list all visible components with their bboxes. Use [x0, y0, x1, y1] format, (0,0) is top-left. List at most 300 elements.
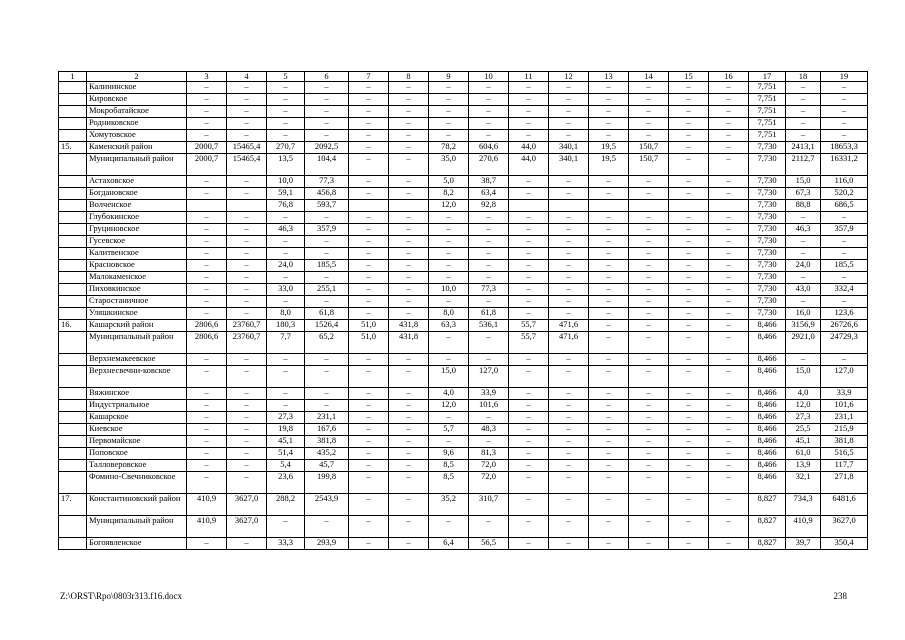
- table-cell: –: [821, 212, 868, 224]
- table-cell: –: [469, 516, 509, 538]
- table-cell: –: [629, 188, 669, 200]
- table-cell: 3627,0: [227, 494, 267, 516]
- table-cell: –: [389, 260, 429, 272]
- table-cell: 471,6: [549, 332, 589, 354]
- table-row: [59, 412, 868, 424]
- table-cell: –: [821, 248, 868, 260]
- table-row: [59, 224, 868, 236]
- table-cell: 78,2: [429, 142, 469, 154]
- table-cell: 8,466: [749, 460, 786, 472]
- table-cell: 77,3: [469, 284, 509, 296]
- table-cell: –: [786, 354, 821, 366]
- table-cell: –: [389, 354, 429, 366]
- table-cell: 271,8: [821, 472, 868, 494]
- table-cell: –: [349, 224, 389, 236]
- table-cell: –: [509, 400, 549, 412]
- table-cell: –: [349, 412, 389, 424]
- table-cell: 63,3: [429, 320, 469, 332]
- table-cell: –: [629, 308, 669, 320]
- table-cell: –: [267, 106, 305, 118]
- table-cell: –: [429, 260, 469, 272]
- table-cell: –: [669, 388, 709, 400]
- table-cell: 101,6: [821, 400, 868, 412]
- table-cell: 7,730: [749, 154, 786, 176]
- table-row: [59, 260, 868, 272]
- table-cell: 8,5: [429, 460, 469, 472]
- table-row: [59, 188, 868, 200]
- table-cell: 104,4: [305, 154, 349, 176]
- table-cell: 61,8: [469, 308, 509, 320]
- table-cell: –: [629, 284, 669, 296]
- table-cell: –: [267, 94, 305, 106]
- table-cell: –: [469, 248, 509, 260]
- table-cell: 410,9: [187, 516, 227, 538]
- table-cell: 15,0: [786, 366, 821, 388]
- territory-name-cell: Муниципальный район: [87, 332, 187, 354]
- table-cell: –: [227, 388, 267, 400]
- table-cell: 8,466: [749, 448, 786, 460]
- table-cell: –: [589, 366, 629, 388]
- table-cell: –: [786, 296, 821, 308]
- territory-name-cell: Индустриальное: [87, 400, 187, 412]
- territory-name-cell: Калитвенское: [87, 248, 187, 260]
- table-cell: –: [187, 424, 227, 436]
- table-cell: –: [349, 176, 389, 188]
- table-cell: –: [429, 248, 469, 260]
- table-cell: 26726,6: [821, 320, 868, 332]
- table-cell: –: [389, 142, 429, 154]
- table-cell: 310,7: [469, 494, 509, 516]
- territory-name-cell: Красновское: [87, 260, 187, 272]
- territory-name-cell: Астаховское: [87, 176, 187, 188]
- table-row: [59, 94, 868, 106]
- table-cell: [669, 200, 709, 212]
- table-cell: –: [187, 212, 227, 224]
- table-row: [59, 308, 868, 320]
- column-header: 2: [87, 72, 187, 82]
- table-cell: 686,5: [821, 200, 868, 212]
- table-row: [59, 332, 868, 354]
- table-cell: –: [389, 424, 429, 436]
- table-cell: 215,9: [821, 424, 868, 436]
- table-cell: –: [469, 224, 509, 236]
- table-cell: –: [589, 412, 629, 424]
- territory-name-cell: Каменский район: [87, 142, 187, 154]
- table-cell: –: [709, 472, 749, 494]
- table-cell: –: [629, 224, 669, 236]
- table-row: [59, 272, 868, 284]
- table-cell: –: [509, 236, 549, 248]
- table-cell: –: [629, 82, 669, 94]
- row-number-cell: [59, 236, 87, 248]
- table-cell: 7,751: [749, 106, 786, 118]
- table-cell: 19,8: [267, 424, 305, 436]
- table-cell: –: [349, 494, 389, 516]
- table-cell: 81,3: [469, 448, 509, 460]
- table-cell: 3627,0: [227, 516, 267, 538]
- table-cell: –: [227, 82, 267, 94]
- table-cell: 8,5: [429, 472, 469, 494]
- table-cell: –: [786, 82, 821, 94]
- row-number-cell: [59, 424, 87, 436]
- table-cell: 7,7: [267, 332, 305, 354]
- territory-name-cell: Кашарский район: [87, 320, 187, 332]
- table-cell: –: [187, 130, 227, 142]
- table-cell: –: [349, 154, 389, 176]
- table-cell: 3627,0: [821, 516, 868, 538]
- table-cell: –: [629, 424, 669, 436]
- table-cell: –: [305, 354, 349, 366]
- table-cell: 231,1: [821, 412, 868, 424]
- table-cell: –: [469, 436, 509, 448]
- table-cell: 7,751: [749, 94, 786, 106]
- table-cell: –: [267, 366, 305, 388]
- table-cell: –: [669, 494, 709, 516]
- table-cell: –: [589, 448, 629, 460]
- table-cell: 167,6: [305, 424, 349, 436]
- table-cell: –: [709, 354, 749, 366]
- table-cell: –: [349, 460, 389, 472]
- table-cell: 59,1: [267, 188, 305, 200]
- table-cell: –: [267, 272, 305, 284]
- table-cell: 127,0: [821, 366, 868, 388]
- row-number-cell: [59, 332, 87, 354]
- table-cell: –: [629, 366, 669, 388]
- row-number-cell: [59, 224, 87, 236]
- table-cell: –: [509, 460, 549, 472]
- table-cell: –: [389, 472, 429, 494]
- territory-name-cell: Муниципальный район: [87, 516, 187, 538]
- table-cell: –: [549, 472, 589, 494]
- table-cell: –: [389, 154, 429, 176]
- table-cell: 33,0: [267, 284, 305, 296]
- table-cell: 340,1: [549, 154, 589, 176]
- territory-name-cell: Родниковское: [87, 118, 187, 130]
- territory-name-cell: Киевское: [87, 424, 187, 436]
- row-number-cell: [59, 400, 87, 412]
- column-header: 13: [589, 72, 629, 82]
- table-cell: –: [305, 82, 349, 94]
- table-cell: –: [589, 332, 629, 354]
- table-cell: –: [509, 284, 549, 296]
- table-cell: –: [669, 248, 709, 260]
- table-cell: –: [469, 130, 509, 142]
- footer-page-number: 238: [833, 591, 847, 601]
- table-cell: 8,466: [749, 400, 786, 412]
- table-cell: –: [589, 460, 629, 472]
- row-number-cell: [59, 436, 87, 448]
- table-cell: 7,730: [749, 224, 786, 236]
- table-cell: –: [709, 260, 749, 272]
- table-cell: –: [709, 176, 749, 188]
- table-cell: –: [509, 388, 549, 400]
- territory-name-cell: Фомино-Свечниковское: [87, 472, 187, 494]
- table-cell: –: [267, 212, 305, 224]
- table-cell: 24,0: [267, 260, 305, 272]
- table-row: [59, 494, 868, 516]
- table-cell: –: [227, 354, 267, 366]
- table-cell: –: [509, 424, 549, 436]
- table-cell: [389, 200, 429, 212]
- territory-name-cell: Талловеровское: [87, 460, 187, 472]
- table-cell: 15,0: [429, 366, 469, 388]
- table-cell: 357,9: [821, 224, 868, 236]
- table-cell: –: [709, 154, 749, 176]
- row-number-cell: [59, 538, 87, 550]
- table-cell: –: [786, 118, 821, 130]
- row-number-cell: [59, 176, 87, 188]
- row-number-cell: [59, 460, 87, 472]
- table-cell: –: [709, 236, 749, 248]
- table-cell: 23760,7: [227, 320, 267, 332]
- column-header: 15: [669, 72, 709, 82]
- table-cell: –: [629, 448, 669, 460]
- table-cell: –: [227, 118, 267, 130]
- table-cell: –: [187, 472, 227, 494]
- table-cell: –: [589, 472, 629, 494]
- column-header: 16: [709, 72, 749, 82]
- table-cell: 23,6: [267, 472, 305, 494]
- table-cell: –: [786, 212, 821, 224]
- territory-name-cell: Гусевское: [87, 236, 187, 248]
- table-cell: –: [549, 448, 589, 460]
- table-cell: 38,7: [469, 176, 509, 188]
- table-cell: –: [589, 296, 629, 308]
- table-cell: –: [709, 212, 749, 224]
- table-cell: 55,7: [509, 332, 549, 354]
- table-cell: 8,466: [749, 320, 786, 332]
- table-cell: 92,8: [469, 200, 509, 212]
- table-cell: –: [669, 448, 709, 460]
- table-cell: –: [549, 188, 589, 200]
- table-cell: 734,3: [786, 494, 821, 516]
- row-number-cell: [59, 106, 87, 118]
- table-cell: –: [549, 176, 589, 188]
- table-cell: 2000,7: [187, 142, 227, 154]
- table-cell: –: [669, 424, 709, 436]
- row-number-cell: [59, 388, 87, 400]
- table-cell: –: [267, 118, 305, 130]
- territory-name-cell: Кировское: [87, 94, 187, 106]
- table-cell: –: [227, 106, 267, 118]
- table-cell: –: [629, 260, 669, 272]
- table-cell: –: [509, 82, 549, 94]
- table-cell: –: [669, 472, 709, 494]
- table-cell: –: [305, 130, 349, 142]
- table-cell: –: [187, 436, 227, 448]
- row-number-cell: 15.: [59, 142, 87, 154]
- row-number-cell: 17.: [59, 494, 87, 516]
- table-cell: –: [589, 212, 629, 224]
- table-cell: 46,3: [786, 224, 821, 236]
- table-cell: –: [669, 224, 709, 236]
- table-cell: –: [187, 296, 227, 308]
- table-cell: –: [469, 212, 509, 224]
- table-cell: 5,4: [267, 460, 305, 472]
- table-cell: –: [187, 224, 227, 236]
- table-cell: 520,2: [821, 188, 868, 200]
- table-cell: –: [187, 106, 227, 118]
- table-cell: 7,730: [749, 260, 786, 272]
- table-cell: –: [549, 118, 589, 130]
- table-cell: –: [227, 412, 267, 424]
- table-cell: –: [187, 284, 227, 296]
- table-cell: [629, 200, 669, 212]
- table-cell: –: [429, 224, 469, 236]
- table-cell: –: [821, 354, 868, 366]
- table-cell: –: [589, 224, 629, 236]
- table-cell: –: [669, 400, 709, 412]
- table-cell: –: [305, 248, 349, 260]
- table-cell: –: [629, 296, 669, 308]
- table-cell: –: [469, 296, 509, 308]
- column-header: 3: [187, 72, 227, 82]
- table-row: [59, 130, 868, 142]
- table-cell: –: [821, 272, 868, 284]
- table-cell: –: [227, 400, 267, 412]
- table-cell: 431,8: [389, 332, 429, 354]
- table-cell: –: [349, 188, 389, 200]
- table-cell: –: [389, 436, 429, 448]
- table-cell: 88,8: [786, 200, 821, 212]
- table-cell: –: [509, 436, 549, 448]
- table-cell: 24,0: [786, 260, 821, 272]
- table-row: [59, 400, 868, 412]
- table-cell: 76,8: [267, 200, 305, 212]
- table-row: [59, 176, 868, 188]
- table-cell: –: [187, 188, 227, 200]
- table-cell: 5,0: [429, 176, 469, 188]
- table-cell: –: [629, 236, 669, 248]
- table-cell: –: [709, 106, 749, 118]
- table-cell: 24729,3: [821, 332, 868, 354]
- table-cell: –: [349, 82, 389, 94]
- table-cell: –: [305, 94, 349, 106]
- table-cell: 23760,7: [227, 332, 267, 354]
- row-number-cell: [59, 200, 87, 212]
- table-cell: 7,730: [749, 188, 786, 200]
- table-cell: –: [267, 82, 305, 94]
- table-cell: –: [389, 212, 429, 224]
- table-cell: –: [669, 296, 709, 308]
- table-cell: 67,3: [786, 188, 821, 200]
- table-cell: 8,466: [749, 436, 786, 448]
- table-cell: [509, 200, 549, 212]
- table-cell: 12,0: [786, 400, 821, 412]
- territory-name-cell: Богоявленское: [87, 538, 187, 550]
- table-cell: –: [786, 272, 821, 284]
- table-cell: –: [549, 272, 589, 284]
- table-cell: –: [669, 188, 709, 200]
- table-cell: –: [629, 130, 669, 142]
- table-cell: 3156,9: [786, 320, 821, 332]
- table-cell: –: [305, 366, 349, 388]
- table-cell: –: [709, 388, 749, 400]
- table-cell: –: [349, 538, 389, 550]
- column-header: 8: [389, 72, 429, 82]
- table-cell: 27,3: [786, 412, 821, 424]
- table-cell: –: [709, 142, 749, 154]
- table-cell: –: [349, 296, 389, 308]
- table-cell: –: [629, 516, 669, 538]
- territory-name-cell: Поповское: [87, 448, 187, 460]
- table-cell: –: [821, 130, 868, 142]
- table-cell: –: [549, 260, 589, 272]
- table-cell: 7,730: [749, 284, 786, 296]
- table-cell: –: [187, 460, 227, 472]
- table-cell: –: [589, 436, 629, 448]
- table-cell: –: [549, 94, 589, 106]
- table-cell: –: [349, 118, 389, 130]
- territory-name-cell: Константиновский район: [87, 494, 187, 516]
- table-cell: 33,3: [267, 538, 305, 550]
- table-cell: –: [589, 248, 629, 260]
- table-cell: –: [709, 538, 749, 550]
- table-cell: 2806,6: [187, 332, 227, 354]
- table-cell: –: [629, 248, 669, 260]
- table-cell: –: [349, 142, 389, 154]
- table-cell: –: [349, 424, 389, 436]
- row-number-cell: [59, 94, 87, 106]
- table-row: [59, 248, 868, 260]
- table-cell: –: [589, 272, 629, 284]
- table-cell: –: [629, 332, 669, 354]
- table-cell: –: [389, 366, 429, 388]
- footer-file-path: Z:\ORST\Rpo\0803r313.f16.docx: [60, 591, 182, 601]
- row-number-cell: [59, 308, 87, 320]
- table-cell: 7,751: [749, 82, 786, 94]
- table-cell: 56,5: [469, 538, 509, 550]
- table-cell: 180,3: [267, 320, 305, 332]
- table-cell: –: [669, 260, 709, 272]
- table-cell: 65,2: [305, 332, 349, 354]
- table-cell: 127,0: [469, 366, 509, 388]
- table-cell: –: [709, 412, 749, 424]
- table-row: [59, 236, 868, 248]
- table-cell: –: [629, 272, 669, 284]
- table-cell: 27,3: [267, 412, 305, 424]
- table-cell: –: [429, 82, 469, 94]
- territory-name-cell: Вяжинское: [87, 388, 187, 400]
- row-number-cell: [59, 154, 87, 176]
- table-cell: –: [187, 388, 227, 400]
- table-cell: –: [187, 236, 227, 248]
- table-cell: –: [469, 412, 509, 424]
- table-row: [59, 200, 868, 212]
- table-cell: 2000,7: [187, 154, 227, 176]
- table-cell: –: [669, 354, 709, 366]
- table-cell: –: [549, 284, 589, 296]
- column-header: 18: [786, 72, 821, 82]
- table-cell: –: [589, 494, 629, 516]
- table-cell: –: [709, 82, 749, 94]
- table-cell: 33,9: [821, 388, 868, 400]
- table-cell: 410,9: [786, 516, 821, 538]
- table-cell: 7,751: [749, 118, 786, 130]
- table-cell: 19,5: [589, 154, 629, 176]
- table-cell: –: [589, 284, 629, 296]
- table-cell: –: [429, 130, 469, 142]
- table-cell: –: [589, 400, 629, 412]
- table-cell: 381,8: [821, 436, 868, 448]
- table-cell: 199,8: [305, 472, 349, 494]
- table-cell: –: [549, 212, 589, 224]
- table-cell: –: [669, 412, 709, 424]
- table-cell: –: [669, 154, 709, 176]
- table-cell: –: [429, 94, 469, 106]
- table-cell: –: [349, 284, 389, 296]
- table-cell: 10,0: [429, 284, 469, 296]
